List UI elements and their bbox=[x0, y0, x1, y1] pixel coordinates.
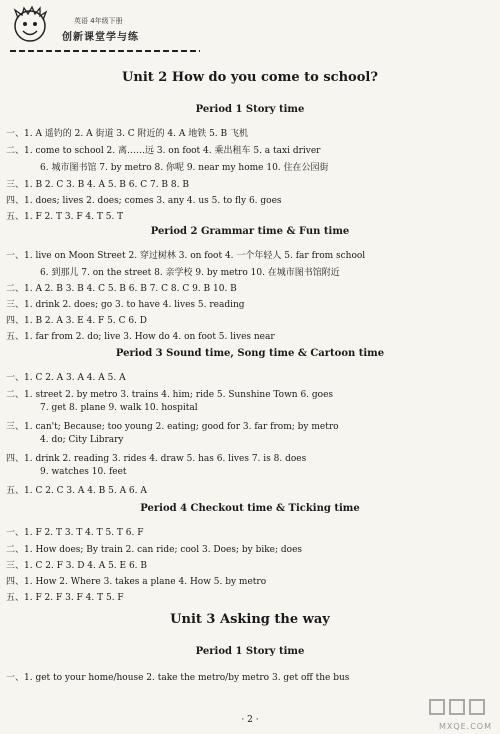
answer-line: 三、1. drink 2. does; go 3. to have 4. lives 5. reading bbox=[6, 300, 245, 310]
book-title: 创新课堂学与练 bbox=[62, 32, 139, 43]
answer-line: 6. 到那儿 7. on the street 8. 亲学校 9. by metro 10. 在城市图书馆附近 bbox=[40, 268, 340, 278]
book-subtitle: 英语 4年级下册 bbox=[74, 17, 123, 25]
u2-period-4-title: Period 4 Checkout time & Ticking time bbox=[140, 503, 360, 514]
watermark-text: MXQE.COM bbox=[438, 722, 492, 731]
answer-line: 7. get 8. plane 9. walk 10. hospital bbox=[40, 403, 198, 413]
header-divider bbox=[10, 50, 200, 52]
answer-line: 三、1. can't; Because; too young 2. eating; good for 3. far from; by metro bbox=[6, 422, 339, 432]
answer-line: 五、1. F 2. F 3. F 4. T 5. F bbox=[6, 593, 124, 603]
answer-line: 四、1. drink 2. reading 3. rides 4. draw 5. has 6. lives 7. is 8. does bbox=[6, 454, 307, 464]
answer-line: 二、1. come to school 2. 离……远 3. on foot 4. 乘出租车 5. a taxi driver bbox=[6, 146, 321, 156]
answer-line: 五、1. far from 2. do; live 3. How do 4. on foot 5. lives near bbox=[6, 332, 275, 342]
answer-line: 一、1. live on Moon Street 2. 穿过树林 3. on foot 4. 一个年轻人 5. far from school bbox=[6, 251, 366, 261]
unit-2-title: Unit 2 How do you come to school? bbox=[122, 70, 378, 85]
answer-line: 三、1. B 2. C 3. B 4. A 5. B 6. C 7. B 8. B bbox=[6, 180, 189, 190]
answer-line: 四、1. B 2. A 3. E 4. F 5. C 6. D bbox=[6, 316, 148, 326]
unit-3-title: Unit 3 Asking the way bbox=[170, 612, 330, 627]
answer-line: 4. do; City Library bbox=[40, 435, 124, 445]
u2-period-1-title: Period 1 Story time bbox=[195, 104, 305, 115]
answer-line: 三、1. C 2. F 3. D 4. A 5. E 6. B bbox=[6, 561, 148, 571]
answer-line: 一、1. get to your home/house 2. take the metro/by metro 3. get off the bus bbox=[6, 673, 350, 683]
u2-period-2-title: Period 2 Grammar time & Fun time bbox=[150, 226, 350, 237]
answer-line: 二、1. street 2. by metro 3. trains 4. him; ride 5. Sunshine Town 6. goes bbox=[6, 390, 334, 400]
u2-period-3-title: Period 3 Sound time, Song time & Cartoon time bbox=[115, 348, 385, 359]
answer-line: 一、1. A 遥钓的 2. A 街道 3. C 附近的 4. A 地铁 5. B 飞机 bbox=[6, 129, 248, 139]
answer-line: 二、1. How does; By train 2. can ride; cool 3. Does; by bike; does bbox=[6, 545, 303, 555]
answer-line: 二、1. A 2. B 3. B 4. C 5. B 6. B 7. C 8. C 9. B 10. B bbox=[6, 284, 237, 294]
answer-line: 9. watches 10. feet bbox=[40, 467, 127, 477]
answer-line: 五、1. C 2. C 3. A 4. B 5. A 6. A bbox=[6, 486, 147, 496]
cartoon-mascot-icon bbox=[10, 6, 50, 46]
answer-line: 四、1. How 2. Where 3. takes a plane 4. How 5. by metro bbox=[6, 577, 267, 587]
page-number: · 2 · bbox=[241, 715, 259, 725]
book-header bbox=[8, 4, 208, 50]
u3-period-1-title: Period 1 Story time bbox=[195, 646, 305, 657]
answer-line: 一、1. C 2. A 3. A 4. A 5. A bbox=[6, 373, 126, 383]
answer-line: 6. 城市图书馆 7. by metro 8. 你呢 9. near my home 10. 住在公园街 bbox=[40, 163, 329, 173]
answer-line: 四、1. does; lives 2. does; comes 3. any 4. us 5. to fly 6. goes bbox=[6, 196, 282, 206]
answer-line: 一、1. F 2. T 3. T 4. T 5. T 6. F bbox=[6, 528, 144, 538]
answer-line: 五、1. F 2. T 3. F 4. T 5. T bbox=[6, 212, 124, 222]
